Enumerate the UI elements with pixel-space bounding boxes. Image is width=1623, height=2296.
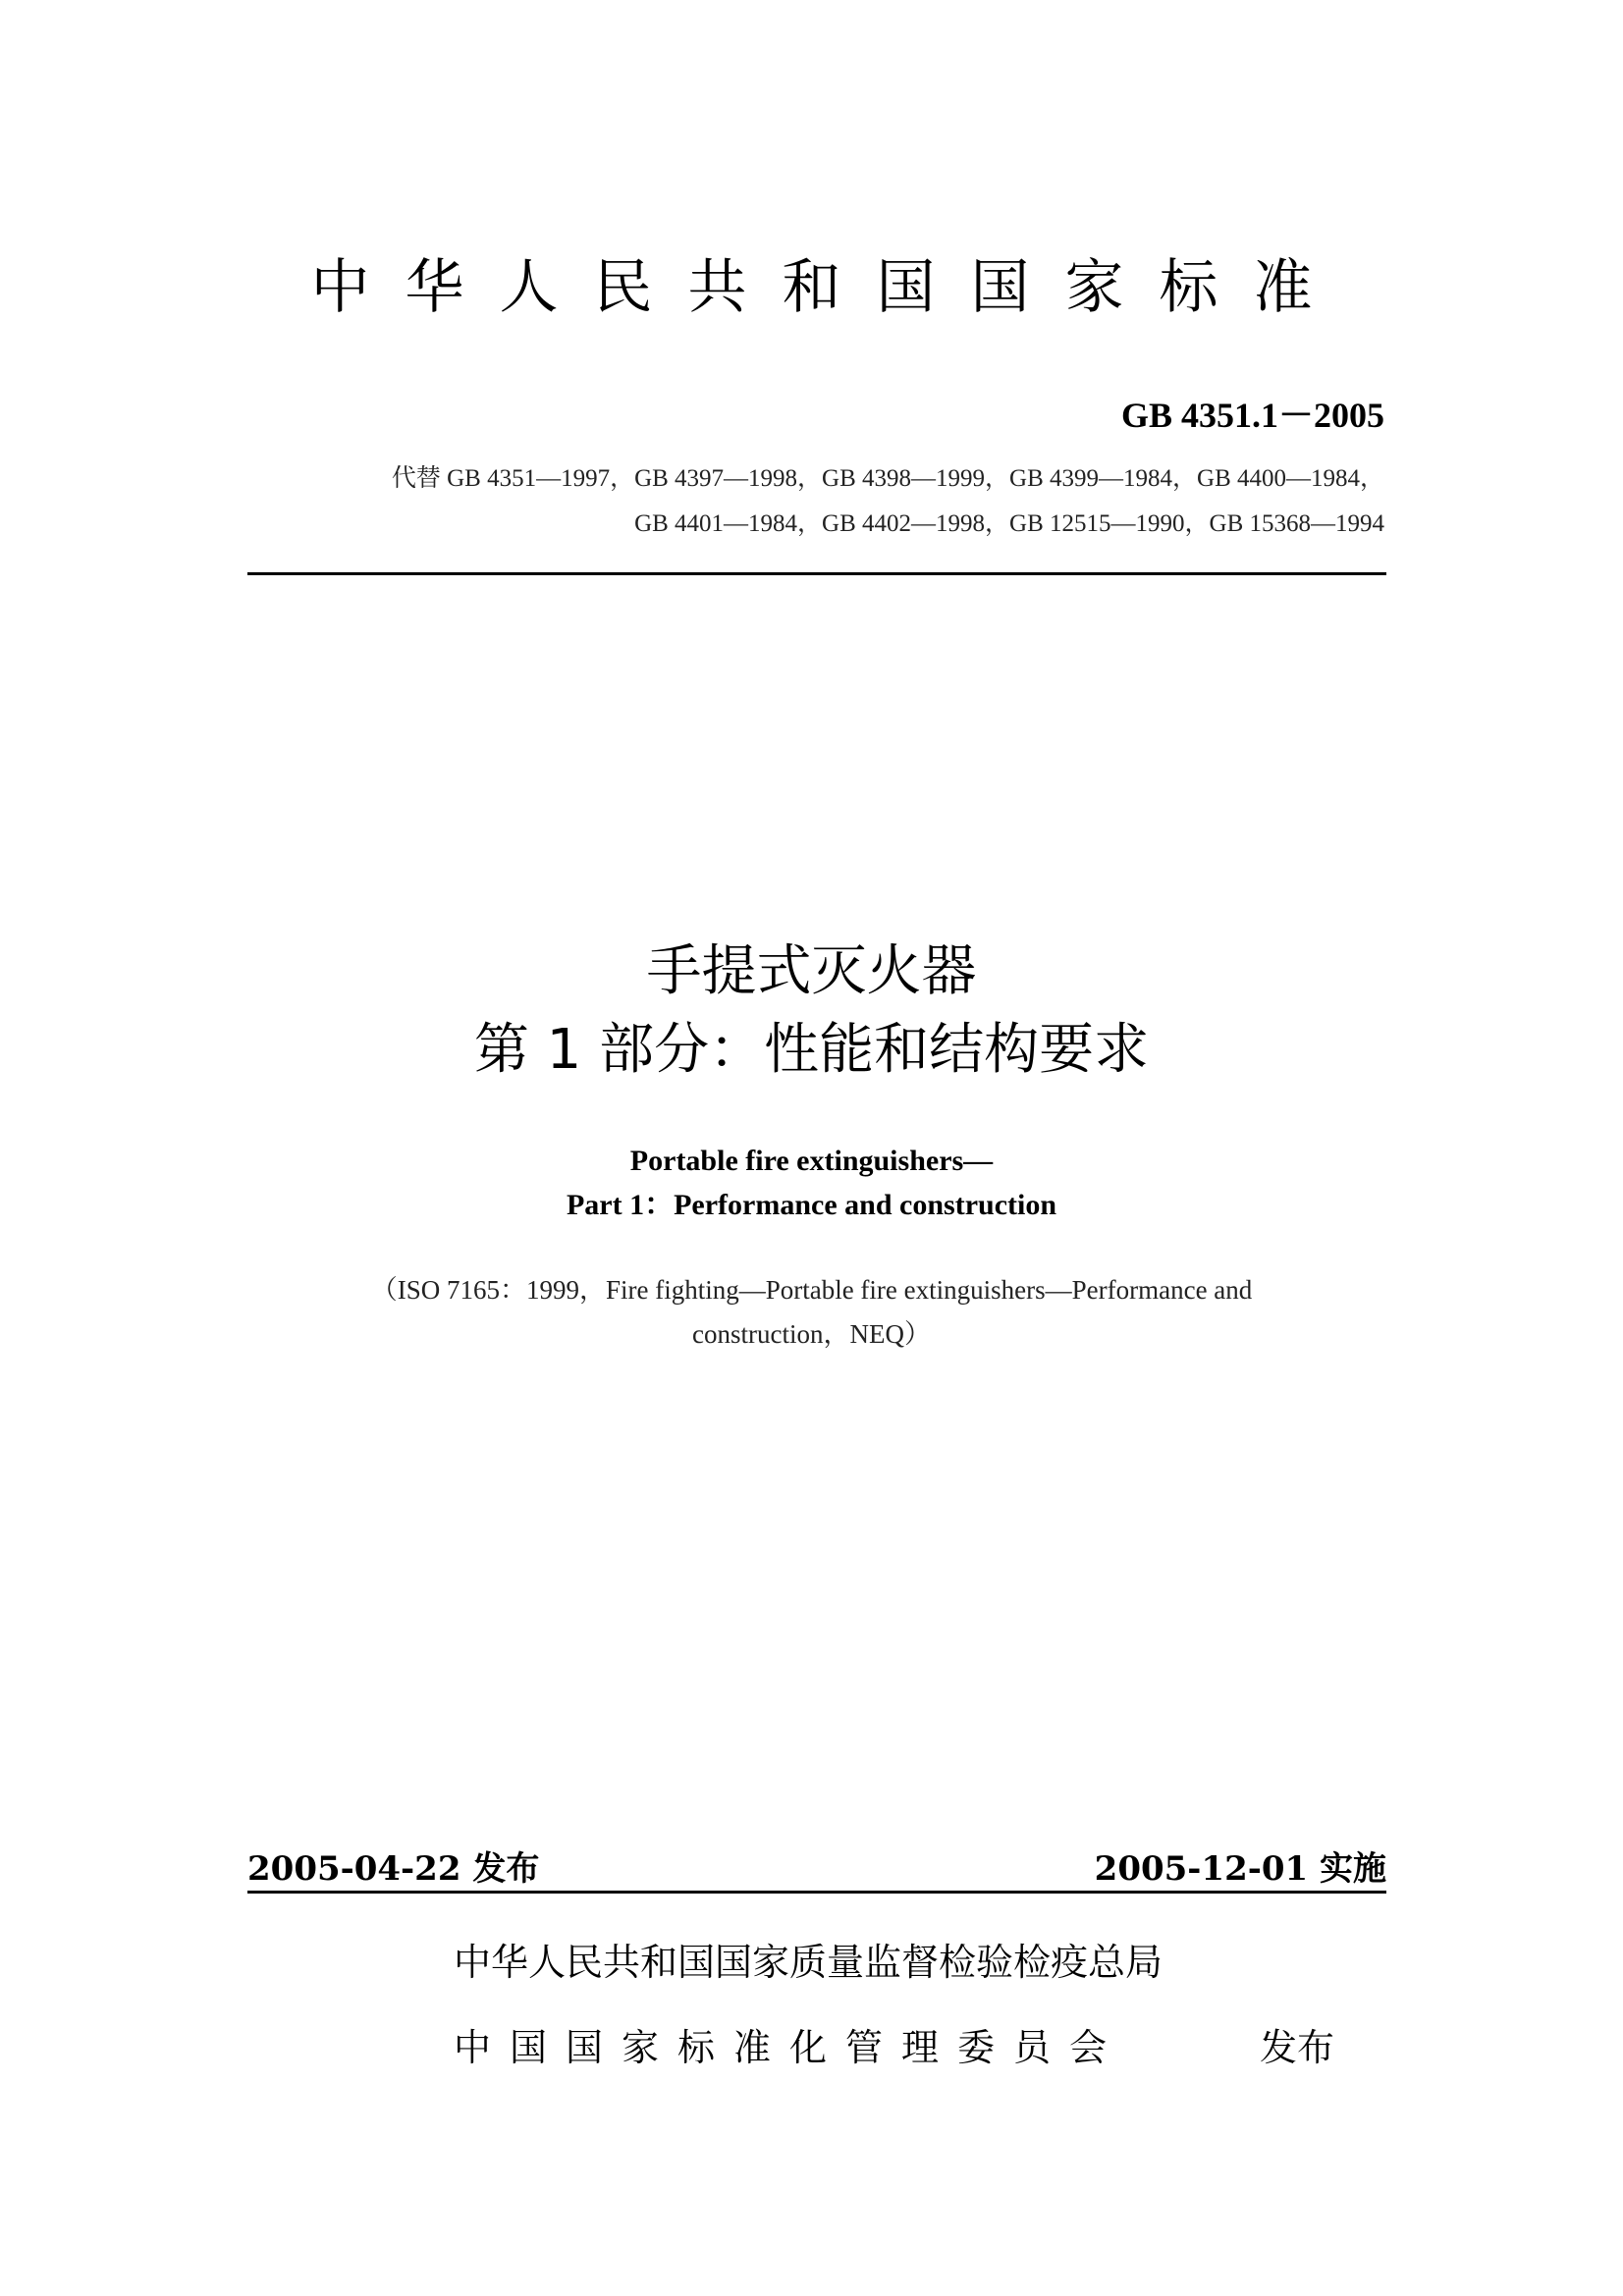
dates-row [247,1847,1386,1894]
issue-date: 2005-04-22 发布 [247,1849,540,1889]
issue-label: 发布 [1260,2026,1335,2069]
standard-number: GB 4351.1－2005 [1120,396,1384,435]
national-standard-title: 中华人民共和国国家标准 [310,253,1348,322]
implementation-date: 2005-12-01 实施 [1094,1849,1386,1889]
title-english-line: Part 1：Performance and construction [566,1189,1057,1221]
iso-reference [0,1268,1623,1357]
title-chinese-line: 第 1 部分：性能和结构要求 [473,1018,1150,1082]
title-chinese-line: 手提式灭火器 [646,939,977,1003]
issuer-aqsiq: 中华人民共和国国家质量监督检验检疫总局 [454,1941,1163,1984]
replaces-line: 代替 GB 4351—1997，GB 4397—1998，GB 4398—1999，GB 4399—1984，GB 4400—1984， [391,465,1384,492]
iso-reference-line: construction，NEQ） [692,1319,931,1349]
title-english [0,1139,1623,1227]
title-english-line: Portable fire extinguishers— [629,1145,994,1177]
iso-reference-line: （ISO 7165：1999，Fire fighting—Portable fire extinguishers—Performance and [370,1275,1253,1305]
replaces-block [236,456,1384,547]
issuer-sac: 中国国家标准化管理委员会 [454,2026,1126,2069]
replaces-line: GB 4401—1984，GB 4402—1998，GB 12515—1990，GB 15368—1994 [634,510,1384,537]
title-chinese [0,933,1623,1090]
header-divider [247,572,1386,575]
